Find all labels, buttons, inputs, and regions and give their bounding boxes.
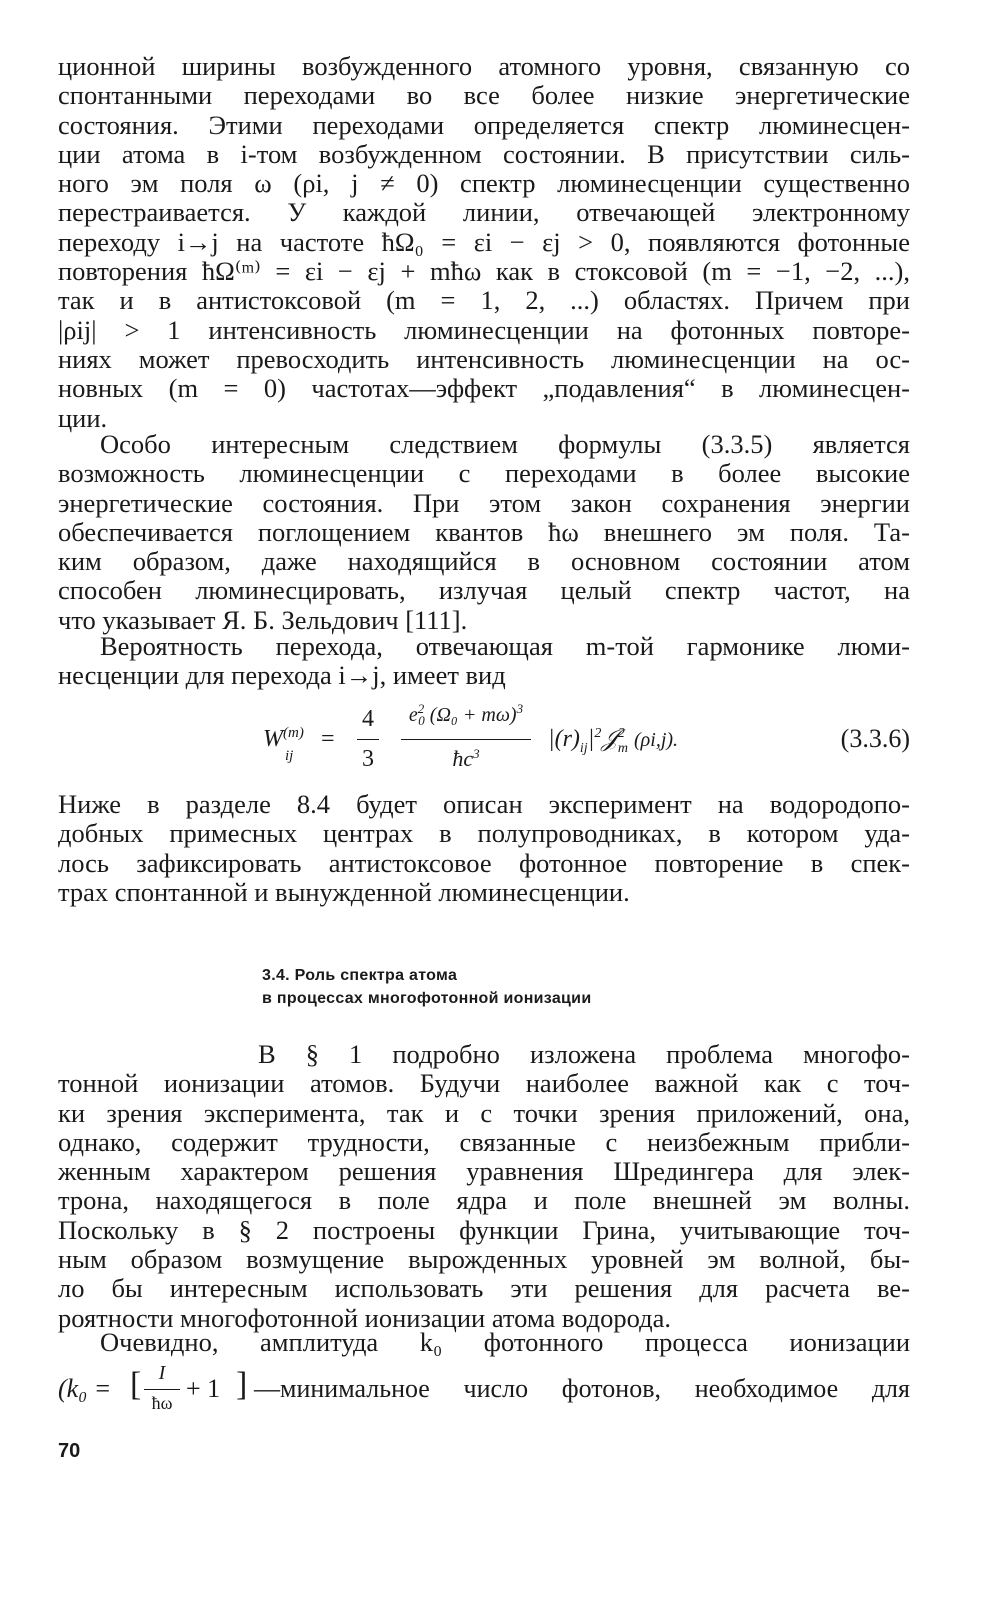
text-line: трона, находящегося в поле ядра и поле внешней эм волны. (58, 1185, 910, 1216)
text-line: повторения ħΩ⁽ᵐ⁾ = εi − εj + mħω как в стоксовой (m = −1, −2, ...), (58, 256, 910, 287)
text-line: В § 1 подробно изложена проблема многофо- (258, 1039, 910, 1069)
text-line: спонтанными переходами во все более низкие энергетические (58, 80, 910, 111)
text-line: перестраивается. У каждой линии, отвечающей электронному (58, 197, 910, 228)
text-line: что указывает Я. Б. Зельдович [111]. (58, 604, 468, 635)
section-heading (262, 964, 591, 1010)
formula-j: 𝒥 (601, 726, 618, 752)
text-line: ки зрения эксперимента, так и с точки зрения приложений, она, (58, 1097, 910, 1128)
formula-e-sub: 0 (418, 713, 425, 728)
formula-den-pow: 3 (473, 746, 480, 761)
formula-equals: = (321, 726, 335, 752)
formula-w: W (263, 726, 283, 752)
text-line: Ниже в разделе 8.4 будет описан эксперимент на водородопо- (58, 789, 910, 819)
formula-frac1-den: 3 (362, 746, 374, 772)
section-heading-line-2: в процессах многофотонной ионизации (262, 990, 592, 1007)
text-line: состояния. Этими переходами определяется спектр люминесцен- (58, 109, 910, 140)
last-frac-num: I (158, 1362, 166, 1384)
formula-tail (548, 726, 679, 756)
section-heading-line-1: 3.4. Роль спектра атома (262, 967, 458, 984)
text-line: ким образом, даже находящийся в основном состоянии атом (58, 546, 910, 577)
formula-j-sub: m (617, 741, 628, 756)
text-line: роятности многофотонной ионизации атома водорода. (58, 1302, 672, 1333)
last-frac-den: ħω (151, 1393, 173, 1413)
text-line: трах спонтанной и вынужденной люминесценции. (58, 876, 630, 907)
text-line: ции. (58, 402, 108, 433)
text-line: новных (m = 0) частотах—эффект „подавления“ в люминесцен- (58, 373, 910, 404)
text-line: ниях может превосходить интенсивность люминесценции на ос- (58, 343, 910, 374)
paragraph-6 (58, 1328, 910, 1357)
formula-e: e (408, 704, 418, 726)
formula-abs-sub: ij (579, 741, 588, 756)
last-line-open: (k₀ = (58, 1374, 112, 1403)
text-line: лось зафиксировать антистоксовое фотонное повторение в спек- (58, 847, 910, 878)
text-line: ло бы интересным использовать эти решения для расчета ве- (58, 1273, 910, 1304)
formula-arg: (ρi,j). (634, 729, 679, 751)
formula-e-sup: 2 (417, 701, 425, 716)
text-line: добных примесных центрах в полупроводниках, в котором уда- (58, 818, 910, 849)
last-frac-bar (144, 1389, 180, 1390)
text-line: женным характером решения уравнения Шредингера для элек- (58, 1156, 910, 1187)
text-line: Особо интересным следствием формулы (3.3.5) является (100, 429, 910, 459)
bracket-left: [ (130, 1366, 142, 1403)
text-line: Поскольку в § 2 построены функции Грина, учитывающие точ- (58, 1214, 910, 1245)
formula-abs: |(r) (548, 726, 580, 752)
text-line: обеспечивается поглощением квантов ħω внешнего эм поля. Та- (58, 516, 910, 547)
text-line: энергетические состояния. При этом закон сохранения энергии (58, 487, 910, 518)
formula-abs-close: | (587, 726, 595, 752)
formula-num-pow: 3 (516, 701, 524, 716)
formula-num-rest: (Ω₀ + mω) (429, 704, 517, 726)
last-plus: + 1 (186, 1374, 221, 1403)
formula-number: (3.3.6) (840, 724, 910, 753)
formula-frac2-num (401, 701, 531, 728)
text-line: ционной ширины возбужденного атомного уровня, связанную со (58, 51, 910, 81)
paragraph-5 (58, 1040, 910, 1333)
text-line: |ρij| > 1 интенсивность люминесценции на фотонных повторе- (58, 314, 910, 345)
text-line: Вероятность перехода, отвечающая m-той гармонике люми- (100, 631, 910, 661)
last-line-rest: —минимальное число фотонов, необходимое для (254, 1374, 910, 1403)
formula-lhs-sub: ij (285, 748, 294, 764)
text-line: так и в антистоксовой (m = 1, 2, ...) областях. Причем при (58, 285, 910, 316)
formula-3-3-6 (58, 700, 910, 780)
formula-lhs (263, 725, 304, 764)
paragraph-3 (58, 632, 910, 691)
text-line: несценции для перехода i→j, имеет вид (58, 660, 506, 691)
text-line: способен люминесцировать, излучая целый спектр частот, на (58, 575, 910, 606)
paragraph-2 (58, 430, 910, 635)
formula-j-sup: 2 (617, 726, 625, 741)
text-line: возможность люминесценции с переходами в более высокие (58, 458, 910, 489)
text-line: ции атома в i-том возбужденном состоянии. В присутствии силь- (58, 138, 910, 169)
formula-frac1-num: 4 (362, 706, 374, 732)
page-number: 70 (58, 1440, 81, 1462)
formula-abs-pow: 2 (594, 726, 602, 741)
paragraph-1 (58, 52, 910, 433)
formula-frac2-den (401, 746, 531, 772)
formula-frac2-bar (401, 739, 531, 740)
text-line: однако, содержит трудности, связанные с неизбежным прибли- (58, 1126, 910, 1157)
text-line: ного эм поля ω (ρi, j ≠ 0) спектр люминесценции существенно (58, 168, 910, 199)
text-line: переходу i→j на частоте ħΩ₀ = εi − εj > 0, появляются фотонные (58, 226, 910, 257)
paragraph-4 (58, 790, 910, 907)
formula-frac1-bar (357, 739, 379, 740)
text-line: тонной ионизации атомов. Будучи наиболее важной как с точ- (58, 1068, 910, 1099)
bracket-right: ] (236, 1366, 248, 1403)
last-line (58, 1362, 910, 1422)
formula-lhs-sup: (m) (283, 725, 304, 741)
text-line: ным образом возмущение вырожденных уровней эм волной, бы- (58, 1244, 910, 1275)
text-line: Очевидно, амплитуда k₀ фотонного процесса ионизации (100, 1327, 910, 1357)
formula-hc: ħc (452, 746, 474, 771)
